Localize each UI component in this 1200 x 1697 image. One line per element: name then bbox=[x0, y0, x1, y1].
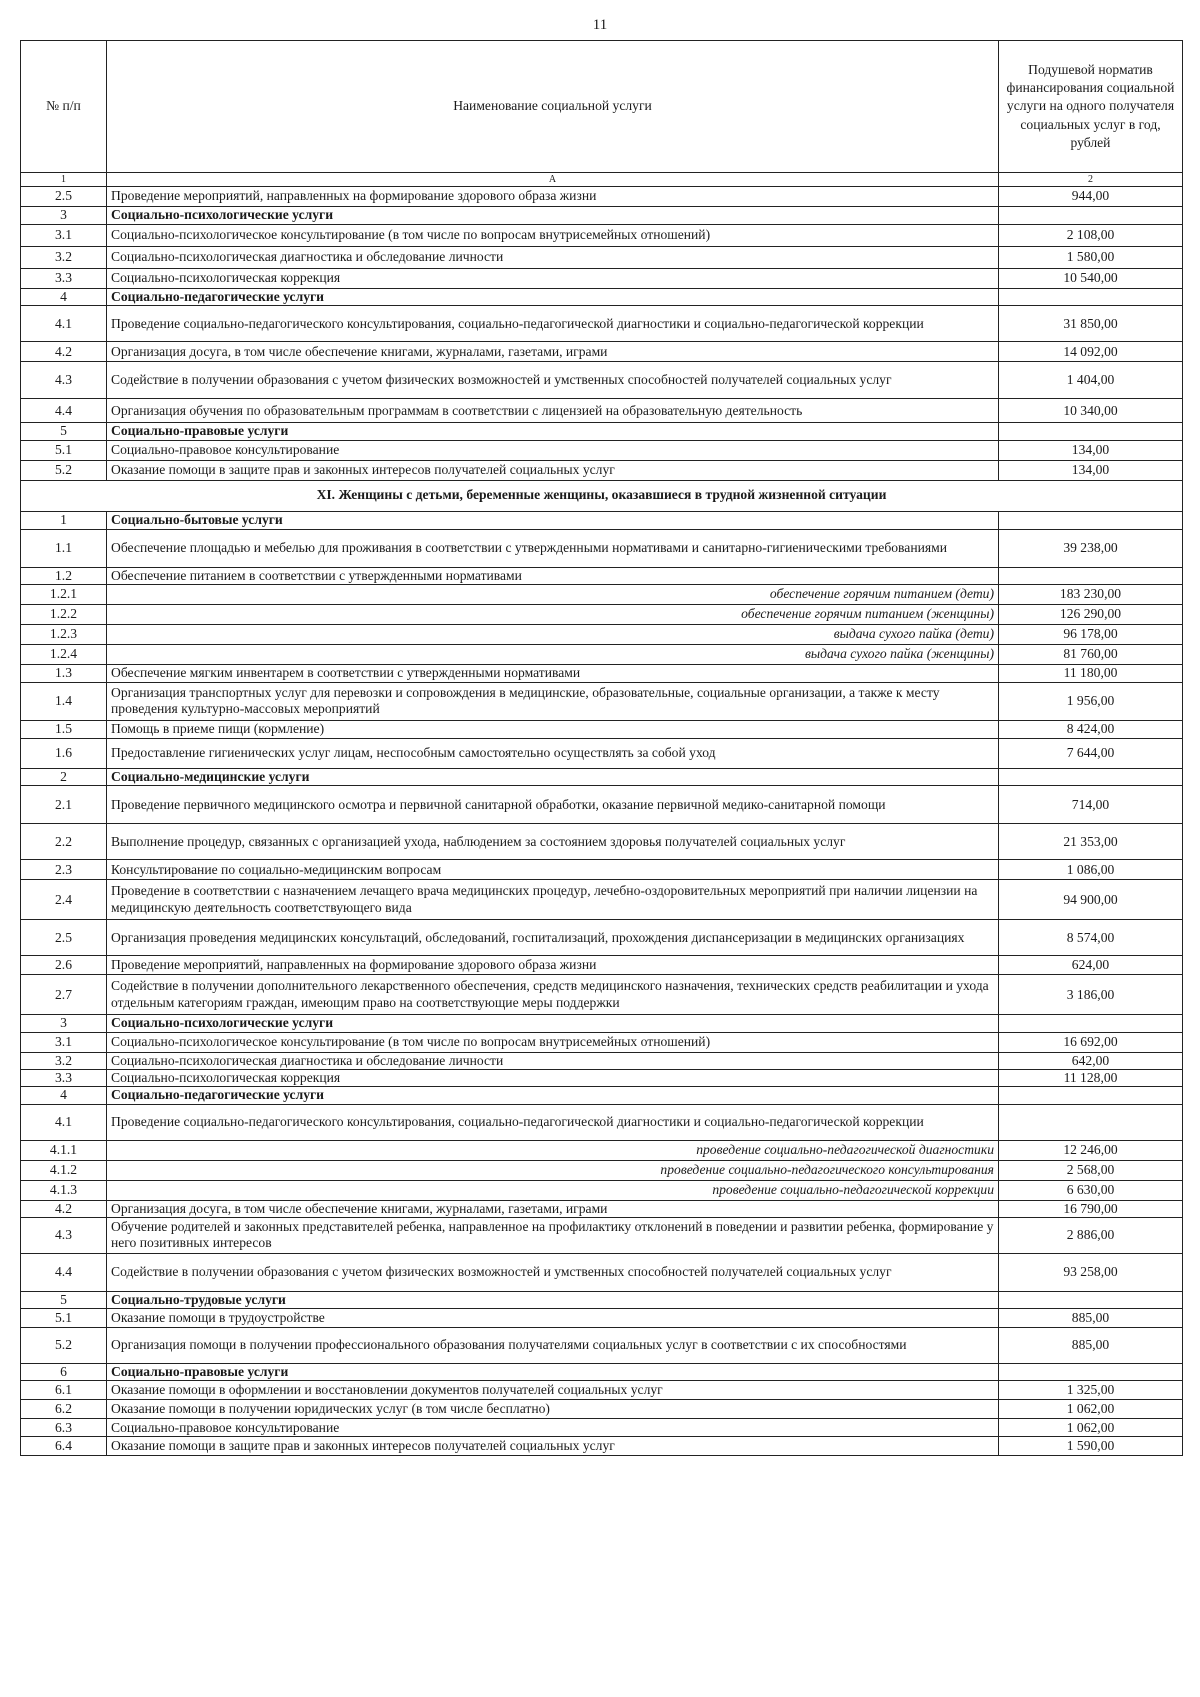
table-group-row bbox=[21, 423, 1183, 440]
index-num: 1 bbox=[21, 173, 107, 187]
row-number: 2.6 bbox=[21, 956, 107, 975]
row-number: 3.1 bbox=[21, 1032, 107, 1052]
row-number: 1.2 bbox=[21, 567, 107, 584]
table-group-row bbox=[21, 1364, 1183, 1381]
table-row bbox=[21, 1032, 1183, 1052]
table-row bbox=[21, 1400, 1183, 1419]
funding-norm: 16 692,00 bbox=[999, 1032, 1183, 1052]
service-name: Организация обучения по образовательным программам в соответствии с лицензией на образовательную деятельность bbox=[107, 399, 999, 423]
table-row bbox=[21, 1309, 1183, 1328]
table-row bbox=[21, 269, 1183, 289]
table-group-row bbox=[21, 289, 1183, 306]
table-group-row bbox=[21, 768, 1183, 785]
table-row bbox=[21, 664, 1183, 682]
table-row bbox=[21, 1419, 1183, 1437]
table-row bbox=[21, 738, 1183, 768]
row-number: 2 bbox=[21, 768, 107, 785]
row-number: 4.1.3 bbox=[21, 1180, 107, 1200]
table-row bbox=[21, 720, 1183, 738]
funding-norm: 94 900,00 bbox=[999, 880, 1183, 920]
row-number: 1 bbox=[21, 511, 107, 529]
service-name: Социально-психологическая коррекция bbox=[107, 1069, 999, 1086]
service-name: Консультирование по социально-медицинским вопросам bbox=[107, 860, 999, 880]
funding-norm bbox=[999, 511, 1183, 529]
service-name: обеспечение горячим питанием (дети) bbox=[107, 584, 999, 604]
table-row bbox=[21, 187, 1183, 207]
row-number: 2.7 bbox=[21, 975, 107, 1015]
table-row bbox=[21, 1160, 1183, 1180]
service-name: Оказание помощи в защите прав и законных интересов получателей социальных услуг bbox=[107, 1437, 999, 1456]
funding-norm bbox=[999, 1364, 1183, 1381]
service-name: Оказание помощи в получении юридических услуг (в том числе бесплатно) bbox=[107, 1400, 999, 1419]
row-number: 2.1 bbox=[21, 786, 107, 824]
table-row bbox=[21, 644, 1183, 664]
row-number: 4.1 bbox=[21, 306, 107, 342]
service-name: Содействие в получении образования с учетом физических возможностей и умственных способностей получателей социальных услуг bbox=[107, 362, 999, 399]
funding-norm: 1 404,00 bbox=[999, 362, 1183, 399]
table-row bbox=[21, 824, 1183, 860]
row-number: 6 bbox=[21, 1364, 107, 1381]
header-name: Наименование социальной услуги bbox=[107, 41, 999, 173]
service-name: Социально-педагогические услуги bbox=[107, 289, 999, 306]
service-name: Организация досуга, в том числе обеспечение книгами, журналами, газетами, играми bbox=[107, 1200, 999, 1217]
table-row bbox=[21, 1052, 1183, 1069]
row-number: 1.5 bbox=[21, 720, 107, 738]
service-name: Оказание помощи в защите прав и законных интересов получателей социальных услуг bbox=[107, 460, 999, 480]
row-number: 1.6 bbox=[21, 738, 107, 768]
funding-norm: 1 590,00 bbox=[999, 1437, 1183, 1456]
row-number: 4 bbox=[21, 289, 107, 306]
service-name: Социально-психологическая коррекция bbox=[107, 269, 999, 289]
funding-norm: 16 790,00 bbox=[999, 1200, 1183, 1217]
table-row bbox=[21, 1253, 1183, 1291]
service-name: Социально-психологическое консультирование (в том числе по вопросам внутрисемейных отношений) bbox=[107, 225, 999, 247]
header-value: Подушевой норматив финансирования социальной услуги на одного получателя социальных услуг в год, рублей bbox=[999, 41, 1183, 173]
table-row bbox=[21, 956, 1183, 975]
funding-norm: 642,00 bbox=[999, 1052, 1183, 1069]
service-name: Организация транспортных услуг для перевозки и сопровождения в медицинские, образовательные, социальные организации, а также к месту проведения культурно-массовых мероприятий bbox=[107, 682, 999, 720]
service-name: Проведение мероприятий, направленных на формирование здорового образа жизни bbox=[107, 187, 999, 207]
table-row bbox=[21, 880, 1183, 920]
funding-norm: 1 062,00 bbox=[999, 1400, 1183, 1419]
funding-norm: 3 186,00 bbox=[999, 975, 1183, 1015]
service-name: Помощь в приеме пищи (кормление) bbox=[107, 720, 999, 738]
table-group-row bbox=[21, 207, 1183, 225]
row-number: 4 bbox=[21, 1087, 107, 1104]
service-name: Предоставление гигиенических услуг лицам, неспособным самостоятельно осуществлять за собой уход bbox=[107, 738, 999, 768]
table-row bbox=[21, 362, 1183, 399]
table-row bbox=[21, 1217, 1183, 1253]
table-row bbox=[21, 529, 1183, 567]
funding-norm: 7 644,00 bbox=[999, 738, 1183, 768]
funding-norm: 1 062,00 bbox=[999, 1419, 1183, 1437]
header-num: № п/п bbox=[21, 41, 107, 173]
service-name: Социально-правовое консультирование bbox=[107, 1419, 999, 1437]
funding-norm bbox=[999, 207, 1183, 225]
service-name: обеспечение горячим питанием (женщины) bbox=[107, 604, 999, 624]
service-name: Обучение родителей и законных представителей ребенка, направленное на профилактику отклонений в поведении и развитии ребенка, формирование у него позитивных интересов bbox=[107, 1217, 999, 1253]
service-name: Проведение мероприятий, направленных на формирование здорового образа жизни bbox=[107, 956, 999, 975]
service-name: Обеспечение питанием в соответствии с утвержденными нормативами bbox=[107, 567, 999, 584]
service-name: Проведение в соответствии с назначением лечащего врача медицинских процедур, лечебно-оздоровительных мероприятий при наличии лицензии на медицинскую деятельность соответствующего вида bbox=[107, 880, 999, 920]
table-row bbox=[21, 975, 1183, 1015]
index-name: А bbox=[107, 173, 999, 187]
funding-norm: 885,00 bbox=[999, 1309, 1183, 1328]
table-row bbox=[21, 1381, 1183, 1400]
funding-norm: 2 886,00 bbox=[999, 1217, 1183, 1253]
row-number: 4.1 bbox=[21, 1104, 107, 1140]
funding-norm: 31 850,00 bbox=[999, 306, 1183, 342]
funding-norm: 21 353,00 bbox=[999, 824, 1183, 860]
table-group-row bbox=[21, 1291, 1183, 1308]
row-number: 5.2 bbox=[21, 1328, 107, 1364]
funding-norm: 12 246,00 bbox=[999, 1140, 1183, 1160]
service-name: Содействие в получении дополнительного лекарственного обеспечения, средств медицинского назначения, технических средств реабилитации и ухода отдельным категориям граждан, имеющим право на соответствующие меры поддержки bbox=[107, 975, 999, 1015]
table-body bbox=[21, 187, 1183, 1456]
funding-norm: 6 630,00 bbox=[999, 1180, 1183, 1200]
table-row bbox=[21, 786, 1183, 824]
funding-norm: 10 340,00 bbox=[999, 399, 1183, 423]
table-row bbox=[21, 1328, 1183, 1364]
table-group-row bbox=[21, 511, 1183, 529]
service-name: Проведение первичного медицинского осмотра и первичной санитарной обработки, оказание первичной медико-санитарной помощи bbox=[107, 786, 999, 824]
row-number: 1.2.4 bbox=[21, 644, 107, 664]
service-name: выдача сухого пайка (женщины) bbox=[107, 644, 999, 664]
service-name: Социально-трудовые услуги bbox=[107, 1291, 999, 1308]
row-number: 3.3 bbox=[21, 269, 107, 289]
services-table bbox=[20, 40, 1183, 1456]
service-name: Социально-психологическая диагностика и обследование личности bbox=[107, 1052, 999, 1069]
row-number: 2.4 bbox=[21, 880, 107, 920]
funding-norm: 1 325,00 bbox=[999, 1381, 1183, 1400]
funding-norm: 714,00 bbox=[999, 786, 1183, 824]
service-name: Проведение социально-педагогического консультирования, социально-педагогической диагностики и социально-педагогической коррекции bbox=[107, 306, 999, 342]
row-number: 1.3 bbox=[21, 664, 107, 682]
service-name: выдача сухого пайка (дети) bbox=[107, 624, 999, 644]
service-name: Социально-правовые услуги bbox=[107, 1364, 999, 1381]
row-number: 2.2 bbox=[21, 824, 107, 860]
funding-norm: 10 540,00 bbox=[999, 269, 1183, 289]
service-name: Организация досуга, в том числе обеспечение книгами, журналами, газетами, играми bbox=[107, 342, 999, 362]
service-name: Социально-психологическая диагностика и обследование личности bbox=[107, 247, 999, 269]
funding-norm bbox=[999, 1291, 1183, 1308]
row-number: 5.1 bbox=[21, 440, 107, 460]
table-row bbox=[21, 920, 1183, 956]
service-name: Выполнение процедур, связанных с организацией ухода, наблюдением за состоянием здоровья получателей социальных услуг bbox=[107, 824, 999, 860]
table-index-row bbox=[21, 173, 1183, 187]
table-row bbox=[21, 440, 1183, 460]
row-number: 6.4 bbox=[21, 1437, 107, 1456]
service-name: Обеспечение площадью и мебелью для проживания в соответствии с утвержденными нормативами и санитарно-гигиеническими требованиями bbox=[107, 529, 999, 567]
service-name: Социально-педагогические услуги bbox=[107, 1087, 999, 1104]
index-value: 2 bbox=[999, 173, 1183, 187]
service-name: Организация проведения медицинских консультаций, обследований, госпитализаций, прохождения диспансеризации в медицинских организациях bbox=[107, 920, 999, 956]
table-row bbox=[21, 682, 1183, 720]
service-name: Социально-правовое консультирование bbox=[107, 440, 999, 460]
funding-norm: 126 290,00 bbox=[999, 604, 1183, 624]
table-row bbox=[21, 1069, 1183, 1086]
table-row bbox=[21, 306, 1183, 342]
funding-norm bbox=[999, 423, 1183, 440]
row-number: 4.3 bbox=[21, 1217, 107, 1253]
service-name: Социально-психологические услуги bbox=[107, 207, 999, 225]
row-number: 4.1.1 bbox=[21, 1140, 107, 1160]
table-row bbox=[21, 1140, 1183, 1160]
table-row bbox=[21, 604, 1183, 624]
service-name: Социально-психологическое консультирование (в том числе по вопросам внутрисемейных отношений) bbox=[107, 1032, 999, 1052]
section-title: XI. Женщины с детьми, беременные женщины, оказавшиеся в трудной жизненной ситуации bbox=[21, 480, 1183, 511]
table-row bbox=[21, 460, 1183, 480]
table-row bbox=[21, 1104, 1183, 1140]
table-row bbox=[21, 624, 1183, 644]
funding-norm: 885,00 bbox=[999, 1328, 1183, 1364]
funding-norm: 14 092,00 bbox=[999, 342, 1183, 362]
service-name: Проведение социально-педагогического консультирования, социально-педагогической диагностики и социально-педагогической коррекции bbox=[107, 1104, 999, 1140]
row-number: 3.2 bbox=[21, 1052, 107, 1069]
service-name: Социально-бытовые услуги bbox=[107, 511, 999, 529]
table-row bbox=[21, 567, 1183, 584]
funding-norm: 134,00 bbox=[999, 440, 1183, 460]
row-number: 4.2 bbox=[21, 342, 107, 362]
funding-norm bbox=[999, 567, 1183, 584]
funding-norm: 1 580,00 bbox=[999, 247, 1183, 269]
row-number: 1.2.2 bbox=[21, 604, 107, 624]
funding-norm: 8 574,00 bbox=[999, 920, 1183, 956]
service-name: Организация помощи в получении профессионального образования получателями социальных услуг в соответствии с их способностями bbox=[107, 1328, 999, 1364]
funding-norm bbox=[999, 1104, 1183, 1140]
row-number: 1.1 bbox=[21, 529, 107, 567]
funding-norm: 1 956,00 bbox=[999, 682, 1183, 720]
table-row bbox=[21, 584, 1183, 604]
row-number: 4.3 bbox=[21, 362, 107, 399]
funding-norm: 2 108,00 bbox=[999, 225, 1183, 247]
funding-norm: 93 258,00 bbox=[999, 1253, 1183, 1291]
row-number: 6.1 bbox=[21, 1381, 107, 1400]
funding-norm: 96 178,00 bbox=[999, 624, 1183, 644]
funding-norm bbox=[999, 1087, 1183, 1104]
row-number: 3.1 bbox=[21, 225, 107, 247]
row-number: 3 bbox=[21, 207, 107, 225]
table-group-row bbox=[21, 1087, 1183, 1104]
funding-norm: 183 230,00 bbox=[999, 584, 1183, 604]
table-row bbox=[21, 342, 1183, 362]
row-number: 6.2 bbox=[21, 1400, 107, 1419]
row-number: 4.4 bbox=[21, 399, 107, 423]
service-name: Социально-правовые услуги bbox=[107, 423, 999, 440]
funding-norm: 134,00 bbox=[999, 460, 1183, 480]
page-number: 11 bbox=[592, 17, 608, 33]
table-row bbox=[21, 1200, 1183, 1217]
funding-norm: 1 086,00 bbox=[999, 860, 1183, 880]
funding-norm: 39 238,00 bbox=[999, 529, 1183, 567]
row-number: 3.3 bbox=[21, 1069, 107, 1086]
service-name: Оказание помощи в трудоустройстве bbox=[107, 1309, 999, 1328]
table-header-row bbox=[21, 41, 1183, 173]
service-name: Оказание помощи в оформлении и восстановлении документов получателей социальных услуг bbox=[107, 1381, 999, 1400]
funding-norm: 11 180,00 bbox=[999, 664, 1183, 682]
service-name: проведение социально-педагогической диагностики bbox=[107, 1140, 999, 1160]
row-number: 1.2.3 bbox=[21, 624, 107, 644]
funding-norm bbox=[999, 1015, 1183, 1032]
funding-norm: 8 424,00 bbox=[999, 720, 1183, 738]
row-number: 4.4 bbox=[21, 1253, 107, 1291]
funding-norm: 81 760,00 bbox=[999, 644, 1183, 664]
row-number: 2.5 bbox=[21, 187, 107, 207]
service-name: Обеспечение мягким инвентарем в соответствии с утвержденными нормативами bbox=[107, 664, 999, 682]
row-number: 5.1 bbox=[21, 1309, 107, 1328]
funding-norm: 944,00 bbox=[999, 187, 1183, 207]
table-row bbox=[21, 1180, 1183, 1200]
table-row bbox=[21, 1437, 1183, 1456]
row-number: 4.2 bbox=[21, 1200, 107, 1217]
funding-norm: 11 128,00 bbox=[999, 1069, 1183, 1086]
row-number: 5.2 bbox=[21, 460, 107, 480]
row-number: 5 bbox=[21, 1291, 107, 1308]
service-name: Содействие в получении образования с учетом физических возможностей и умственных способностей получателей социальных услуг bbox=[107, 1253, 999, 1291]
row-number: 6.3 bbox=[21, 1419, 107, 1437]
service-name: Социально-медицинские услуги bbox=[107, 768, 999, 785]
funding-norm: 2 568,00 bbox=[999, 1160, 1183, 1180]
row-number: 1.2.1 bbox=[21, 584, 107, 604]
row-number: 5 bbox=[21, 423, 107, 440]
service-name: проведение социально-педагогической коррекции bbox=[107, 1180, 999, 1200]
section-heading-row bbox=[21, 480, 1183, 511]
row-number: 4.1.2 bbox=[21, 1160, 107, 1180]
row-number: 2.3 bbox=[21, 860, 107, 880]
service-name: Социально-психологические услуги bbox=[107, 1015, 999, 1032]
funding-norm bbox=[999, 289, 1183, 306]
table-row bbox=[21, 860, 1183, 880]
row-number: 3 bbox=[21, 1015, 107, 1032]
row-number: 2.5 bbox=[21, 920, 107, 956]
row-number: 3.2 bbox=[21, 247, 107, 269]
table-group-row bbox=[21, 1015, 1183, 1032]
table-row bbox=[21, 247, 1183, 269]
funding-norm: 624,00 bbox=[999, 956, 1183, 975]
funding-norm bbox=[999, 768, 1183, 785]
row-number: 1.4 bbox=[21, 682, 107, 720]
service-name: проведение социально-педагогического консультирования bbox=[107, 1160, 999, 1180]
table-row bbox=[21, 399, 1183, 423]
table-row bbox=[21, 225, 1183, 247]
